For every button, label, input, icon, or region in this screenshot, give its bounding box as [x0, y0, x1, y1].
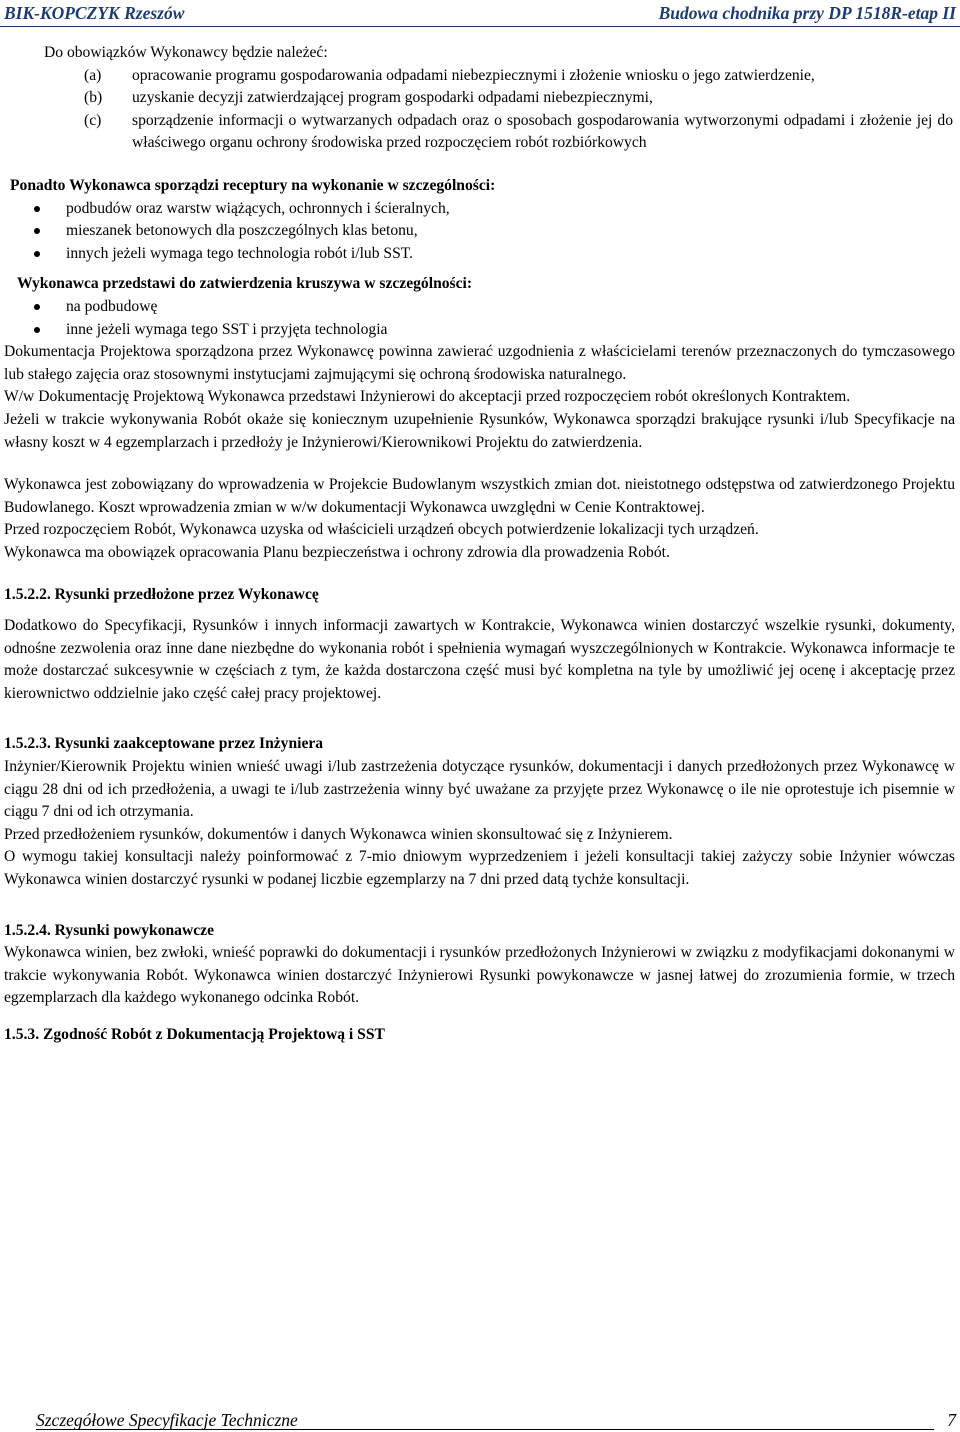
- page-footer: [36, 1408, 956, 1432]
- recipes-heading: Ponadto Wykonawca sporządzi receptury na wykonanie w szczególności:: [10, 176, 496, 194]
- paragraph: Dodatkowo do Specyfikacji, Rysunków i innych informacji zawartych w Kontrakcie, Wykonawca winien dostarczyć wszelkie rysunki, dokumenty, odnośne zezwolenia oraz inne dane niezbędne do wykonania robót i spełnienia wymagań wyszczególnionych w Kontrakcie. Wykonawca informacje te może dostarczać sukcesywnie w częściach z tym, że każda dostarczona część musi być kompletna na tyle by umożliwić jej ocenę i akceptację przez kierownictwo oddzielnie jako część całej pracy projektowej.: [4, 617, 955, 702]
- header-company: BIK-KOPCZYK Rzeszów: [4, 3, 185, 23]
- paragraph: Wykonawca ma obowiązek opracowania Planu bezpieczeństwa i ochrony zdrowia dla prowadzenia Robót.: [4, 543, 670, 561]
- section-heading-153: 1.5.3. Zgodność Robót z Dokumentacją Projektową i SST: [4, 1025, 385, 1043]
- section-heading-1524: 1.5.2.4. Rysunki powykonawcze: [4, 921, 214, 939]
- paragraph: W/w Dokumentację Projektową Wykonawca przedstawi Inżynierowi do akceptacji przed rozpoczęciem robót określonych Kontraktem.: [4, 388, 851, 406]
- aggregates-list: [4, 296, 955, 341]
- duties-intro: Do obowiązków Wykonawcy będzie należeć:: [44, 44, 328, 61]
- aggregate-item: na podbudowę: [4, 296, 955, 319]
- duty-text: uzyskanie decyzji zatwierdzającej program gospodarki odpadami niebezpiecznymi,: [132, 89, 653, 107]
- recipes-list: [4, 198, 955, 266]
- footer-underline: [36, 1429, 934, 1430]
- header-rule: [0, 26, 960, 27]
- recipe-item: podbudów oraz warstw wiążących, ochronnych i ścieralnych,: [4, 198, 955, 221]
- duty-item: [4, 65, 955, 88]
- duty-marker: (b): [84, 89, 103, 107]
- aggregate-item: inne jeżeli wymaga tego SST i przyjęta technologia: [4, 319, 955, 342]
- document-body: [4, 42, 955, 1047]
- paragraph: Przed przedłożeniem rysunków, dokumentów i danych Wykonawca winien skonsultować się z Inżynierem.: [4, 825, 673, 843]
- aggregates-heading: Wykonawca przedstawi do zatwierdzenia kruszywa w szczególności:: [17, 275, 473, 293]
- bullet-icon: [34, 327, 40, 333]
- paragraph: Wykonawca winien, bez zwłoki, wnieść poprawki do dokumentacji i rysunków przedłożonych Inżynierowi w związku z modyfikacjami dokonanymi w trakcie wykonywania Robót. Wykonawca winien dostarczyć Inżynierowi Rysunki powykonawcze w jasnej łatwej do zrozumienia formie, w trzech egzemplarzach dla każdego wykonanego odcinka Robót.: [4, 944, 955, 1007]
- section-heading-1522: 1.5.2.2. Rysunki przedłożone przez Wykonawcę: [4, 586, 319, 604]
- bullet-icon: [34, 228, 40, 234]
- page-header: [0, 0, 960, 27]
- paragraph: Wykonawca jest zobowiązany do wprowadzenia w Projekcie Budowlanym wszystkich zmian dot. nieistotnego odstępstwa od zatwierdzonego Projektu Budowlanego. Koszt wprowadzenia zmian w w/w dokumentacji Wykonawca uwzględni w Cenie Kontraktowej.: [4, 476, 955, 516]
- bullet-icon: [34, 251, 40, 257]
- duties-list: [4, 65, 955, 155]
- bullet-icon: [34, 304, 40, 310]
- page-number: 7: [947, 1410, 956, 1430]
- duty-text: opracowanie programu gospodarowania odpadami niebezpiecznymi i złożenie wniosku o jego zatwierdzenie,: [132, 66, 815, 84]
- recipe-item: innych jeżeli wymaga tego technologia robót i/lub SST.: [4, 243, 955, 266]
- recipe-item: mieszanek betonowych dla poszczególnych klas betonu,: [4, 220, 955, 243]
- duty-marker: (a): [84, 66, 102, 84]
- paragraph: Jeżeli w trakcie wykonywania Robót okaże się koniecznym uzupełnienie Rysunków, Wykonawca sporządzi brakujące rysunki i/lub Specyfikacje na własny koszt w 4 egzemplarzach i przedłoży je Inżynierowi/Kierownikowi Projektu do zatwierdzenia.: [4, 410, 955, 451]
- duty-item: [4, 110, 955, 155]
- paragraph: Przed rozpoczęciem Robót, Wykonawca uzyska od właścicieli urządzeń obcych potwierdzenie lokalizacji tych urządzeń.: [4, 521, 759, 539]
- paragraph: Inżynier/Kierownik Projektu winien wnieść uwagi i/lub zastrzeżenia dotyczące rysunków, dokumentacji i danych przedłożonych przez Wykonawcę w ciągu 28 dni od ich przedłożenia, a uwagi te i/lub zastrzeżenia winny być uważane za przyjęte przez Wykonawcę o ile nie oprotestuje ich pisemnie w ciągu 7 dni od ich otrzymania.: [4, 758, 955, 821]
- paragraph: O wymogu takiej konsultacji należy poinformować z 7-mio dniowym wyprzedzeniem i jeżeli konsultacji takiej zażyczy sobie Inżynier wówczas Wykonawca winien dostarczyć rysunki w podanej liczbie egzemplarzy na 7 dni przed datą tychże konsultacji.: [4, 848, 955, 888]
- section-heading-1523: 1.5.2.3. Rysunki zaakceptowane przez Inżyniera: [4, 735, 324, 753]
- duty-marker: (c): [84, 111, 102, 129]
- footer-title: Szczegółowe Specyfikacje Techniczne: [36, 1410, 298, 1430]
- bullet-icon: [34, 206, 40, 212]
- header-project-title: Budowa chodnika przy DP 1518R-etap II: [658, 3, 956, 23]
- paragraph: Dokumentacja Projektowa sporządzona przez Wykonawcę powinna zawierać uzgodnienia z właścicielami terenów przeznaczonych do tymczasowego lub stałego zajęcia oraz stosownymi instytucjami zajmującymi się ochroną środowiska naturalnego.: [4, 343, 955, 383]
- duty-text: sporządzenie informacji o wytwarzanych odpadach oraz o sposobach gospodarowania wytworzonymi odpadami i złożenie jej do właściwego organu ochrony środowiska przed rozpoczęciem robót rozbiórkowych: [132, 111, 953, 152]
- duty-item: [4, 87, 955, 110]
